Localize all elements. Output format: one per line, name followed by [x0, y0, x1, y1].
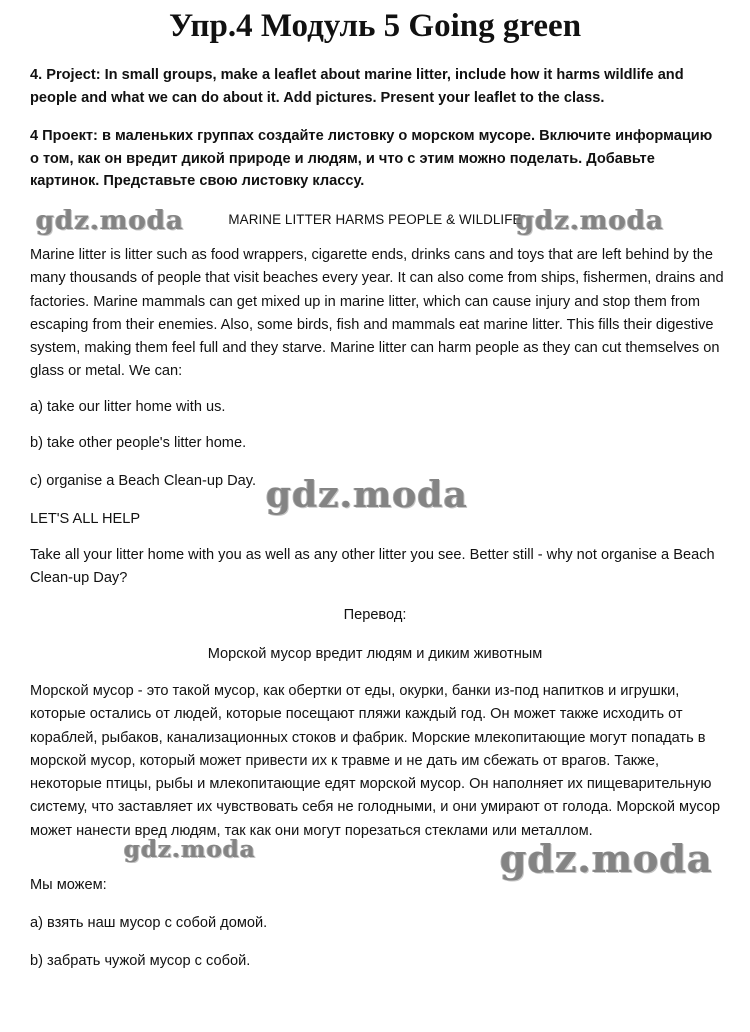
watermark: gdz.moda: [124, 836, 256, 863]
russian-paragraph: Морской мусор - это такой мусор, как обертки от еды, окурки, банки из-под напитков и игрушки, которые остались от людей, которые посещают пляжи каждый год. Он может также исходить от кораблей, рыбаков, канализационных стоков и фабрик. Морские млекопитающие могут попадать в морской мусор, который может привести их к травме и не дать им сбежать от врагов. Также, некоторые птицы, рыбы и млекопитающие едят морской мусор. Он наполняет их пищеварительную систему, что заставляет их чувствовать себя не голодными, и они умирают от голода. Морской мусор может нанести вред людям, так как они могут порезаться стеклами или металлом.: [30, 683, 721, 839]
english-item-a: a) take our litter home with us.: [30, 399, 226, 415]
english-heading: MARINE LITTER HARMS PEOPLE & WILDLIFE: [228, 212, 522, 227]
english-paragraph: Marine litter is litter such as food wrappers, cigarette ends, drinks cans and toys that are left behind by the many thousands of people that visit beaches every year. It can also come from ships, fishermen, drains and factories. Marine mammals can get mixed up in marine litter, which can cause injury and stop them from escaping from their enemies. Also, some birds, fish and mammals eat marine litter. This fills their digestive system, making them feel full and they starve. Marine litter can harm people as they can cut themselves on glass or metal. We can:: [30, 247, 724, 380]
watermark: gdz.moda: [516, 206, 665, 236]
translation-label: Перевод:: [343, 607, 407, 623]
english-item-b: b) take other people's litter home.: [30, 435, 247, 451]
watermark: gdz.moda: [36, 206, 185, 236]
page-title: Упр.4 Модуль 5 Going green: [168, 8, 582, 44]
lets-all-help-heading: LET'S ALL HELP: [30, 511, 141, 527]
task-russian: 4 Проект: в маленьких группах создайте листовку о морском мусоре. Включите информацию о том, как он вредит дикой природе и людям, и что с этим можно поделать. Добавьте картинок. Представьте свою листовку классу.: [30, 128, 713, 189]
english-item-c: c) organise a Beach Clean-up Day.: [30, 473, 257, 489]
russian-heading: Морской мусор вредит людям и диким животным: [207, 646, 543, 662]
russian-we-can: Мы можем:: [30, 877, 107, 893]
watermark: gdz.moda: [500, 836, 713, 881]
watermark: gdz.moda: [266, 474, 468, 516]
russian-item-b: b) забрать чужой мусор с собой.: [30, 953, 251, 969]
task-english: 4. Project: In small groups, make a leaflet about marine litter, include how it harms wildlife and people and what we can do about it. Add pictures. Present your leaflet to the class.: [30, 67, 684, 106]
english-closing: Take all your litter home with you as well as any other litter you see. Better still - why not organise a Beach Clean-up Day?: [30, 547, 715, 587]
russian-item-a: а) взять наш мусор с собой домой.: [30, 915, 268, 931]
